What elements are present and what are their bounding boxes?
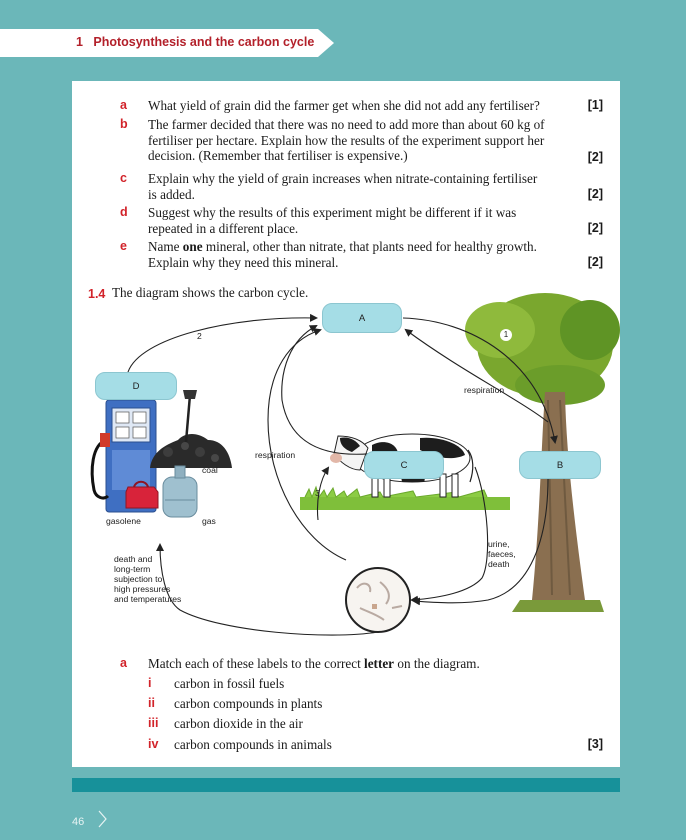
respiration-label-plant: respiration — [464, 385, 505, 395]
bold-word: one — [182, 239, 203, 254]
urine-faeces-death-label: urine, faeces, death — [488, 539, 516, 569]
question-title: The diagram shows the carbon cycle. — [112, 285, 309, 300]
marks: [2] — [587, 150, 603, 164]
footer-bar — [72, 778, 620, 792]
part-a-marks-container — [580, 737, 603, 753]
respiration-label-animal: respiration — [255, 450, 296, 460]
question-text: Match each of these labels to the correct letter on the diagram. — [148, 656, 480, 671]
marks: [1] — [587, 98, 603, 112]
marks: [2] — [587, 187, 603, 201]
coal-label: coal — [202, 465, 218, 475]
coal-illustration — [150, 390, 232, 468]
arrow-number-1: 1 — [500, 329, 512, 341]
chapter-title: Photosynthesis and the carbon cycle — [93, 35, 315, 49]
question-text: Suggest why the results of this experiment might be different if it was repeated in a different place. — [148, 205, 517, 236]
arrow-number-3: 3 — [315, 488, 320, 498]
question-letter: c — [120, 171, 127, 185]
part-a-question — [120, 656, 603, 672]
bold-word: letter — [364, 656, 395, 671]
page-number: 46 — [72, 816, 85, 828]
chevron-right-icon — [98, 810, 108, 828]
question-letter: b — [120, 117, 128, 131]
gasolene-label: gasolene — [106, 516, 141, 526]
question-text: Name one mineral, other than nitrate, that plants need for healthy growth. Explain why they need this mineral. — [148, 239, 537, 270]
question-letter: a — [120, 98, 127, 112]
gas-label: gas — [202, 516, 216, 526]
arrow-number-2: 2 — [197, 331, 202, 341]
question-letter: e — [120, 239, 127, 253]
box-d: D — [95, 372, 177, 400]
chapter-number: 1 — [76, 35, 83, 49]
box-b: B — [519, 451, 601, 479]
question-text: Explain why the yield of grain increases when nitrate-containing fertiliser is added. — [148, 171, 538, 202]
box-a: A — [322, 303, 402, 333]
gas-cylinder-illustration — [163, 466, 197, 517]
marks: [3] — [587, 737, 603, 751]
marks: [2] — [587, 221, 603, 235]
question-number: 1.4 — [88, 287, 106, 301]
question-text: The farmer decided that there was no need to add more than about 60 kg of fertiliser per hectare. Explain how the results of the experiment support her decision. (Remember that fertiliser is expensive.) — [148, 117, 545, 164]
box-c: C — [364, 451, 444, 479]
question-letter: d — [120, 205, 128, 219]
question-letter: a — [120, 656, 127, 670]
decomposer-microbes-circle — [346, 568, 410, 632]
question-text: What yield of grain did the farmer get when she did not add any fertiliser? — [148, 98, 540, 113]
marks: [2] — [587, 255, 603, 269]
fossilisation-label: death and long-term subjection to high pressures and temperatures — [114, 554, 182, 604]
